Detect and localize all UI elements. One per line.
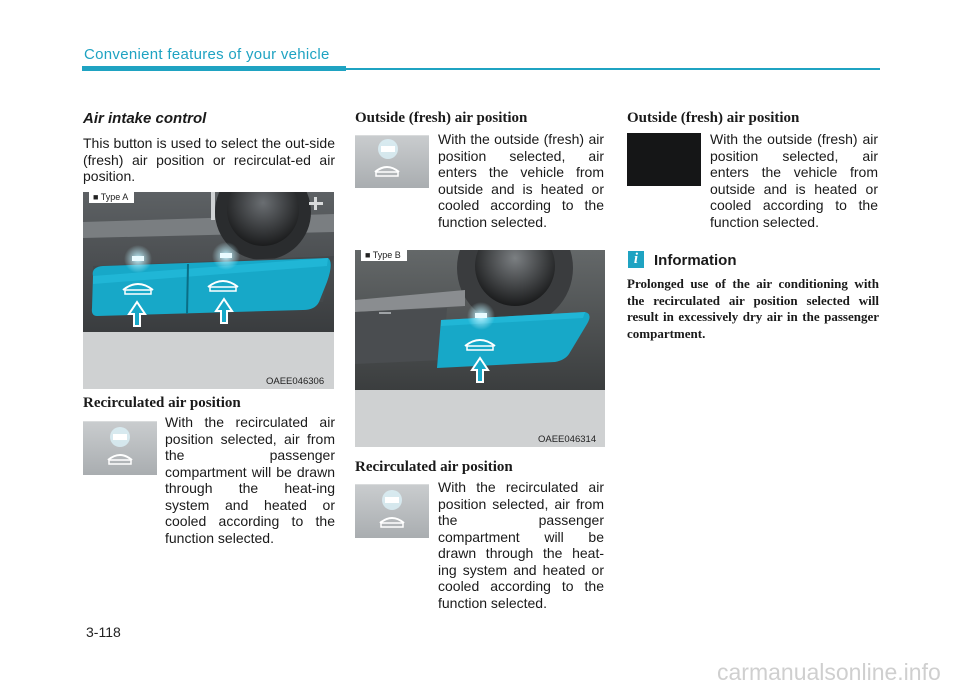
outside-air-car-icon xyxy=(355,136,429,188)
section-header: Convenient features of your vehicle xyxy=(84,46,330,63)
col2-recirc-text: With the recirculated air position selected, air from the passenger compartment will be drawn through the heat-ing system and heated or cooled according to the function selected. xyxy=(438,479,604,611)
col2-outside-heading: Outside (fresh) air position xyxy=(355,110,528,126)
type-b-label: ■ Type B xyxy=(361,250,407,261)
type-a-control-photo xyxy=(83,192,334,389)
watermark: carmanualsonline.info xyxy=(717,659,941,685)
col2-recirc-heading: Recirculated air position xyxy=(355,459,513,475)
type-b-figure-code: OAEE046314 xyxy=(538,434,597,445)
col2-outside-button-image xyxy=(355,135,429,188)
header-rule-thin xyxy=(346,68,880,70)
col1-recirc-block xyxy=(83,395,335,412)
col3-outside-heading: Outside (fresh) air position xyxy=(627,110,800,126)
col2-recirc-button-image xyxy=(355,484,429,538)
header-rule-thick xyxy=(82,66,346,71)
col3-outside-button-image xyxy=(627,133,701,186)
recirc-car-icon xyxy=(83,422,157,475)
column-3 xyxy=(627,110,879,127)
page-number: 3-118 xyxy=(86,624,121,640)
info-title: Information xyxy=(654,252,737,269)
col1-recirc-heading: Recirculated air position xyxy=(83,395,241,411)
type-a-label: ■ Type A xyxy=(89,192,134,203)
col2-outside-text: With the outside (fresh) air position selected, air enters the vehicle from outside and is heated or cooled according to the function selected. xyxy=(438,131,604,230)
type-a-panel-illustration xyxy=(83,192,334,389)
type-b-control-photo xyxy=(355,250,605,447)
col3-outside-text: With the outside (fresh) air position selected, air enters the vehicle from outside and is heated or cooled according to the function selected. xyxy=(710,131,878,230)
air-intake-intro: This button is used to select the out-side (fresh) air position or recirculat-ed air position. xyxy=(83,135,335,184)
column-1 xyxy=(83,110,335,185)
col2-recirc-block xyxy=(355,459,605,476)
recirc-car-icon xyxy=(355,485,429,538)
col1-recirc-button-image xyxy=(83,421,157,475)
info-icon: i xyxy=(628,251,644,268)
type-a-figure-code: OAEE046306 xyxy=(266,376,325,387)
info-text: Prolonged use of the air conditioning with the recirculated air position selected will result in excessively dry air in the passenger compartment. xyxy=(627,276,879,341)
col1-recirc-text: With the recirculated air position selected, air from the passenger compartment will be drawn through the heat-ing system and heated or cooled according to the function selected. xyxy=(165,414,335,546)
air-intake-heading: Air intake control xyxy=(83,110,207,127)
column-2 xyxy=(355,110,605,127)
type-b-panel-illustration xyxy=(355,250,605,447)
